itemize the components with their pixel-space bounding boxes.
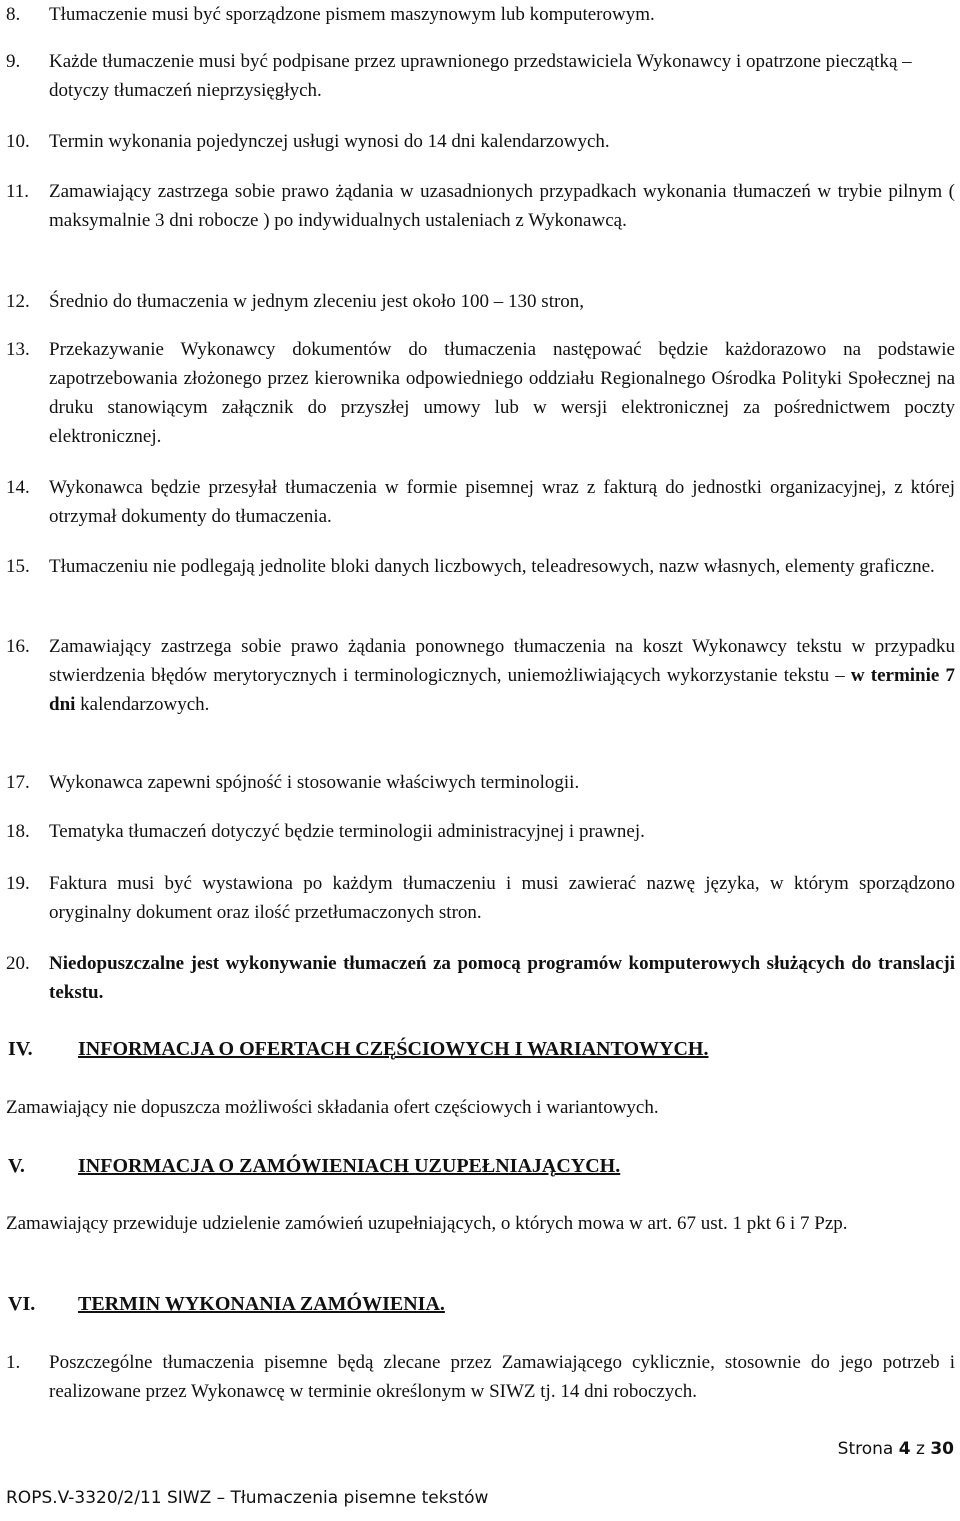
list-item: [0, 768, 955, 797]
item-number: 9.: [6, 51, 21, 72]
item-number: 8.: [6, 4, 21, 25]
page-total: 30: [930, 1439, 954, 1459]
list-item: [0, 127, 955, 156]
page-separator: z: [915, 1439, 925, 1459]
item-number: 12.: [6, 291, 30, 312]
item-text: Wykonawca zapewni spójność i stosowanie właściwych terminologii.: [49, 772, 580, 793]
item-text: Każde tłumaczenie musi być podpisane przez uprawnionego przedstawiciela Wykonawcy i opatrzone pieczątką – dotyczy tłumaczeń nieprzysięgłych.: [49, 51, 912, 101]
list-item: [0, 869, 955, 927]
list-item: [0, 817, 955, 846]
item-number: 17.: [6, 772, 30, 793]
item-number: 15.: [6, 556, 30, 577]
item-text: Poszczególne tłumaczenia pisemne będą zlecane przez Zamawiającego cyklicznie, stosownie do jego potrzeb i realizowane przez Wykonawcę w terminie określonym w SIWZ tj. 14 dni roboczych.: [49, 1352, 955, 1402]
section-body: Zamawiający nie dopuszcza możliwości składania ofert częściowych i wariantowych.: [6, 1097, 659, 1118]
section-number: V.: [8, 1155, 25, 1177]
item-number: 18.: [6, 821, 30, 842]
item-number: 13.: [6, 339, 30, 360]
item-text: Tłumaczeniu nie podlegają jednolite bloki danych liczbowych, teleadresowych, nazw własnych, elementy graficzne.: [49, 556, 935, 577]
item-text: [49, 632, 955, 719]
section-body: Zamawiający przewiduje udzielenie zamówień uzupełniających, o których mowa w art. 67 ust. 1 pkt 6 i 7 Pzp.: [6, 1213, 848, 1234]
item-text: Przekazywanie Wykonawcy dokumentów do tłumaczenia następować będzie każdorazowo na podstawie zapotrzebowania złożonego przez kierownika odpowiedniego oddziału Regionalnego Ośrodka Polityki Społecznej na druku stanowiącym załącznik do przyszłej umowy lub w wersji elektronicznej za pośrednictwem poczty elektronicznej.: [49, 339, 955, 447]
list-item: [0, 473, 955, 531]
item-text: Faktura musi być wystawiona po każdym tłumaczeniu i musi zawierać nazwę języka, w którym sporządzono oryginalny dokument oraz ilość przetłumaczonych stron.: [49, 873, 955, 923]
list-item: [0, 632, 955, 719]
section-title: TERMIN WYKONANIA ZAMÓWIENIA.: [78, 1293, 445, 1315]
item-text: Tłumaczenie musi być sporządzone pismem maszynowym lub komputerowym.: [49, 4, 655, 25]
footer-reference: ROPS.V-3320/2/11 SIWZ – Tłumaczenia pisemne tekstów: [6, 1488, 489, 1508]
list-item: [0, 552, 955, 581]
item-text: Tematyka tłumaczeń dotyczyć będzie terminologii administracyjnej i prawnej.: [49, 821, 645, 842]
item-text-bold: w terminie 7 dni: [49, 665, 955, 715]
list-item: [0, 287, 955, 316]
item-number: 10.: [6, 131, 30, 152]
list-item: [0, 335, 955, 451]
page-current: 4: [898, 1439, 911, 1459]
item-text: Zamawiający zastrzega sobie prawo żądania w uzasadnionych przypadkach wykonania tłumaczeń w trybie pilnym ( maksymalnie 3 dni robocze ) po indywidualnych ustaleniach z Wykonawcą.: [49, 181, 955, 231]
list-item: [0, 0, 955, 29]
item-text: Niedopuszczalne jest wykonywanie tłumaczeń za pomocą programów komputerowych służących do translacji tekstu.: [49, 953, 955, 1003]
section-number: VI.: [8, 1293, 36, 1315]
list-item: [0, 47, 955, 105]
item-number: 1.: [6, 1352, 21, 1373]
list-item: [0, 949, 955, 1007]
item-text-main: Zamawiający zastrzega sobie prawo żądania ponownego tłumaczenia na koszt Wykonawcy tekstu w przypadku stwierdzenia błędów merytorycznych i terminologicznych, uniemożliwiających wykorzystanie tekstu –: [49, 636, 955, 686]
list-item: [0, 177, 955, 235]
list-item: [0, 1348, 955, 1406]
item-text: Wykonawca będzie przesyłał tłumaczenia w formie pisemnej wraz z fakturą do jednostki organizacyjnej, z której otrzymał dokumenty do tłumaczenia.: [49, 477, 955, 527]
item-number: 11.: [6, 181, 30, 202]
page-number: [838, 1439, 954, 1459]
item-number: 16.: [6, 636, 30, 657]
item-text-after: kalendarzowych.: [80, 694, 210, 715]
item-number: 14.: [6, 477, 30, 498]
section-number: IV.: [8, 1038, 33, 1060]
section-title: INFORMACJA O OFERTACH CZĘŚCIOWYCH I WARIANTOWYCH.: [78, 1038, 709, 1060]
section-title: INFORMACJA O ZAMÓWIENIACH UZUPEŁNIAJĄCYCH.: [78, 1155, 621, 1177]
item-number: 20.: [6, 953, 30, 974]
item-number: 19.: [6, 873, 30, 894]
page-prefix: Strona: [837, 1439, 894, 1459]
item-text: Termin wykonania pojedynczej usługi wynosi do 14 dni kalendarzowych.: [49, 131, 610, 152]
item-text: Średnio do tłumaczenia w jednym zleceniu jest około 100 – 130 stron,: [49, 291, 585, 312]
